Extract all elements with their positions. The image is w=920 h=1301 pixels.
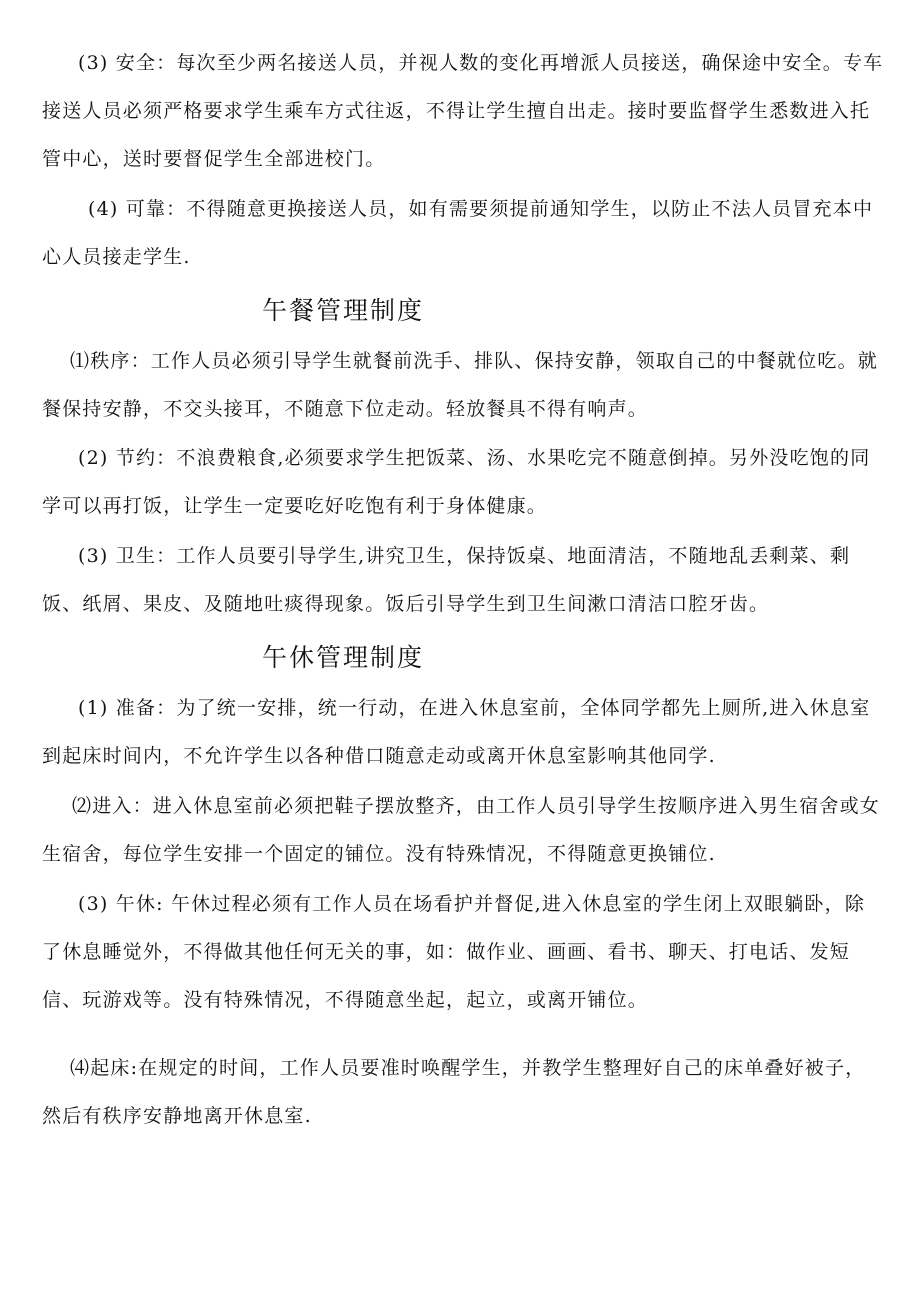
transport-reliability-paragraph: (4) 可靠：不得随意更换接送人员，如有需要须提前通知学生，以防止不法人员冒充本中心人员接走学生. [42,198,874,268]
nap-management-title: 午休管理制度 [262,643,425,672]
transport-safety-paragraph: (3) 安全：每次至少两名接送人员，并视人数的变化再增派人员接送，确保途中安全。专车接送人员必须严格要求学生乘车方式往返，不得让学生擅自出走。接时要监督学生悉数进入托管中心，送时要督促学生全部进校门。 [42,52,884,170]
nap-preparation-paragraph: (1) 准备：为了统一安排，统一行动，在进入休息室前，全体同学都先上厕所,进入休息室到起床时间内，不允许学生以各种借口随意走动或离开休息室影响其他同学. [42,697,871,767]
nap-wakeup-paragraph: ⑷起床:在规定的时间，工作人员要准时唤醒学生，并教学生整理好自己的床单叠好被子，然后有秩序安静地离开休息室. [42,1057,866,1127]
nap-entry-paragraph: ⑵进入：进入休息室前必须把鞋子摆放整齐，由工作人员引导学生按顺序进入男生宿舍或女生宿舍，每位学生安排一个固定的铺位。没有特殊情况，不得随意更换铺位. [42,795,881,865]
lunch-management-title: 午餐管理制度 [262,296,425,325]
nap-rest-paragraph: (3) 午休: 午休过程必须有工作人员在场看护并督促,进入休息室的学生闭上双眼躺卧，除了休息睡觉外，不得做其他任何无关的事，如：做作业、画画、看书、聊天、打电话、发短信、玩游戏等。没有特殊情况，不得随意坐起，起立，或离开铺位。 [42,893,866,1011]
lunch-saving-paragraph: (2) 节约：不浪费粮食,必须要求学生把饭菜、汤、水果吃完不随意倒掉。另外没吃饱的同学可以再打饭，让学生一定要吃好吃饱有利于身体健康。 [42,447,871,517]
lunch-order-paragraph: ⑴秩序：工作人员必须引导学生就餐前洗手、排队、保持安静，领取自己的中餐就位吃。就餐保持安静，不交头接耳，不随意下位走动。轻放餐具不得有响声。 [42,350,879,420]
lunch-hygiene-paragraph: (3) 卫生：工作人员要引导学生,讲究卫生，保持饭桌、地面清洁，不随地乱丢剩菜、剩饭、纸屑、果皮、及随地吐痰得现象。饭后引导学生到卫生间漱口清洁口腔牙齿。 [42,545,851,615]
